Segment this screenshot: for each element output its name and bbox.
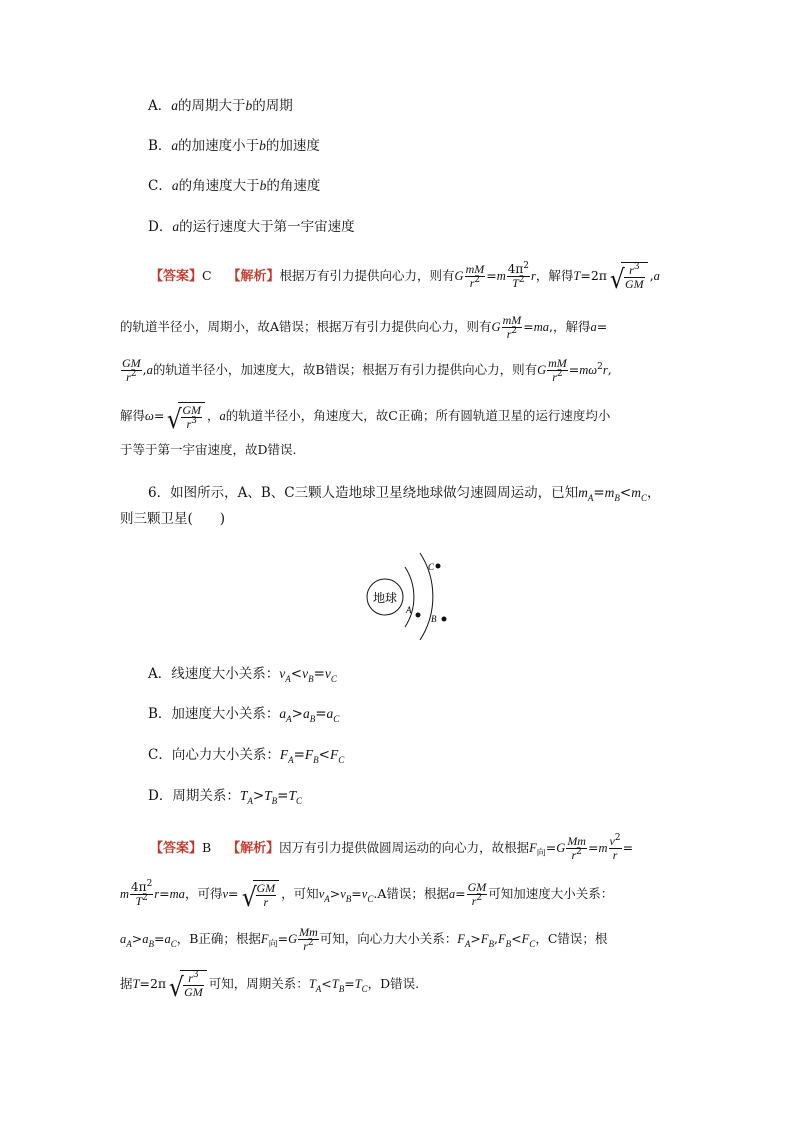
answer-tag: 【答案】 [150, 269, 203, 284]
satellite-c [436, 564, 441, 569]
q5-option-b: B．a的加速度小于b的加速度 [148, 138, 320, 154]
orbit-a [405, 567, 414, 627]
label-b: B [431, 614, 437, 624]
label-c: C [428, 562, 435, 572]
earth-label: 地球 [372, 591, 398, 605]
q6-option-d: D．周期关系：$T_A>T_B=T_C$ [148, 788, 303, 806]
q6-option-a: A．线速度大小关系：$v_A<v_B=v_C$ [148, 666, 337, 684]
analysis-tag: 【解析】 [227, 269, 280, 284]
q5-option-d: D．a的运行速度大于第一宇宙速度 [148, 219, 355, 235]
answer-value: C [202, 268, 212, 283]
q5-solution-line-1: 【答案】C 【解析】根据万有引力提供向心力，则有G $\frac{mM}{r^2}$ =m $\frac{4\pi^2}{T^2}$ r，解得T=2π √ $\frac{r^3}{GM}$ ,a [150, 261, 660, 295]
q6-option-c: C．向心力大小关系：$F_A=F_B<F_C$ [148, 747, 345, 765]
q6-option-b: B．加速度大小关系：$a_A>a_B=a_C$ [148, 706, 340, 724]
satellite-b [442, 617, 447, 622]
q6-stem-line-1: 6．如图所示，A、B、C三颗人造地球卫星绕地球做匀速圆周运动，已知$m_A=m_B<m_C$， [148, 485, 661, 503]
q5-solution-line-2: 的轨道半径小，周期小，故A错误；根据万有引力提供向心力，则有G $\frac{mM}{r^2}$ =ma,，解得a= [120, 313, 608, 341]
label-a: A [406, 605, 412, 615]
answer-tag: 【答案】 [150, 841, 203, 856]
q5-option-a: A．a的周期大于b的周期 [148, 98, 293, 114]
q6-solution-line-1: 【答案】B 【解析】因万有引力提供做圆周运动的向心力，故根据$F_向=G$ $\frac{Mm}{r^2}$ =m $\frac{v^2}{r}$ = [150, 833, 634, 862]
q5-solution-line-4: 解得ω= √ $\frac{GM}{r^3}$ ，a的轨道半径小，角速度大，故C正确；所有圆轨道卫星的运行速度均小 [120, 403, 611, 435]
answer-value: B [202, 840, 212, 855]
q5-solution-line-3: $\frac{GM}{r^2}$ ,a的轨道半径小，加速度大，故B错误；根据万有引力提供向心力，则有G $\frac{mM}{r^2}$ $=m\omega^2r$, [122, 356, 612, 384]
q6-solution-line-2: m $\frac{4\pi^2}{T^2}$ r=ma，可得v= √ $\frac{GM}{r}$ ，可知$v_A>v_B=v_C.A$错误；根据a= $\frac{GM}{r^2}$ 可知加速度大小关系： [120, 879, 614, 913]
q5-solution-line-5: 于等于第一宇宙速度，故D错误. [120, 442, 297, 457]
q6-stem-line-2: 则三颗卫星( ) [120, 511, 226, 527]
q5-option-c: C．a的角速度大于b的角速度 [148, 178, 321, 194]
orbit-diagram [360, 545, 470, 644]
satellite-a [416, 613, 421, 618]
orbit-diagram-svg [360, 545, 470, 640]
analysis-tag: 【解析】 [227, 841, 280, 856]
q6-solution-line-3: $a_A>a_B=a_C$，B正确；根据$F_向=G$ $\frac{Mm}{r^2}$ 可知，向心力大小关系：$F_A>F_B,F_B<F_C$，C错误；根 [120, 925, 608, 953]
q6-solution-line-4: 据T=2π √ $\frac{r^3}{GM}$ 可知，周期关系：$T_A<T_B=T_C$，D错误. [120, 970, 420, 1003]
